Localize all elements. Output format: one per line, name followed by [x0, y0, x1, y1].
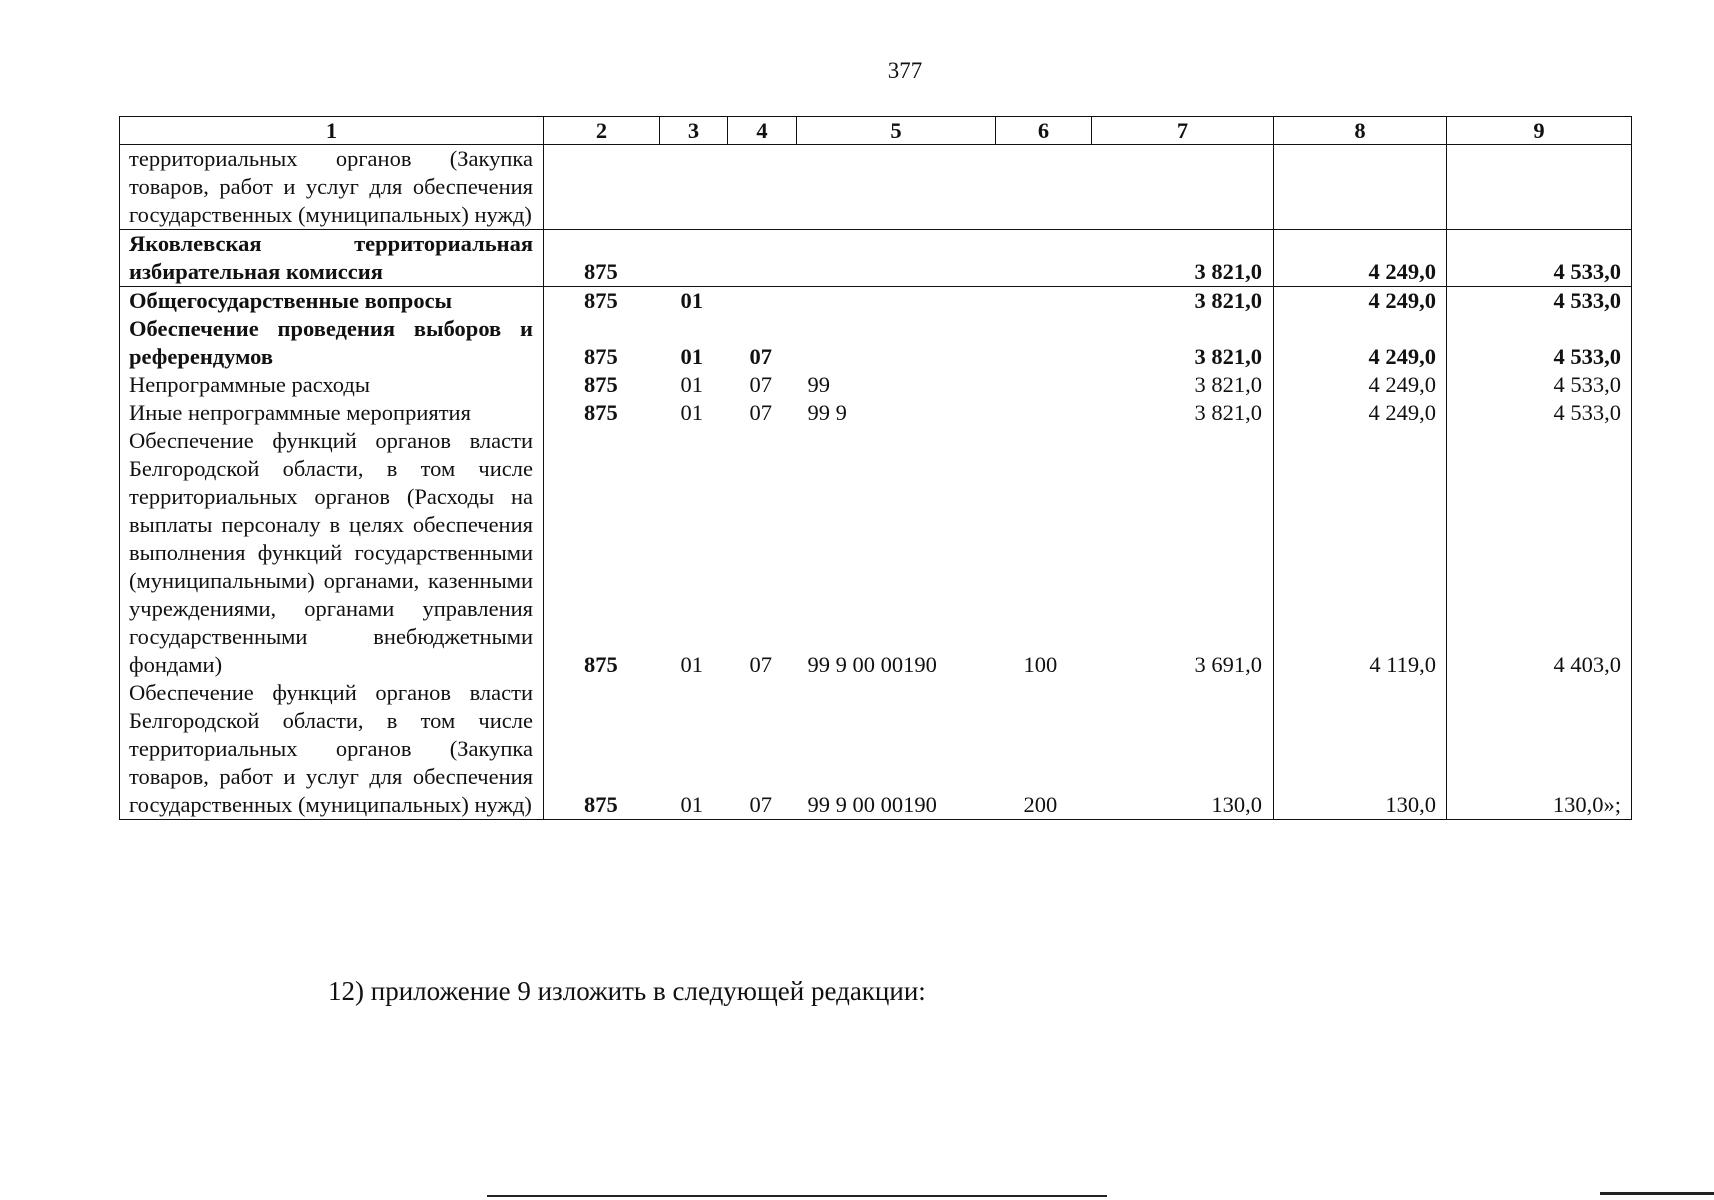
header-col-4: 4: [728, 117, 797, 145]
row-col-6: [996, 145, 1092, 230]
row-col-9: 4 533,0: [1447, 399, 1632, 427]
row-name: Яковлевская территориальная избирательная комиссия: [120, 230, 544, 287]
row-col-4: 07: [749, 400, 772, 425]
row-name: Обеспечение функций органов власти Белгородской области, в том числе территориальных органов (Закупка товаров, работ и услуг для обеспечения государственных (муниципальных) нужд): [120, 679, 544, 820]
row-col-5: [797, 230, 996, 287]
row-col-7: [1092, 145, 1274, 230]
row-col-2: 875: [584, 400, 618, 425]
header-col-2: 2: [544, 117, 660, 145]
row-col-5: [797, 145, 996, 230]
header-col-5: 5: [797, 117, 996, 145]
row-col-5: 99 9: [807, 400, 847, 425]
row-col-8: 4 249,0: [1274, 371, 1447, 399]
row-col-4: [728, 287, 797, 316]
row-col-2: [544, 145, 660, 230]
row-col-7: 3 821,0: [1092, 315, 1274, 371]
row-col-3: [660, 230, 728, 287]
row-col-4: 07: [728, 679, 797, 820]
row-col-5: 99 9 00 00190: [797, 679, 996, 820]
footer-rule: [487, 1195, 1107, 1197]
row-col-4: 07: [749, 372, 772, 397]
row-col-3: 01: [680, 652, 703, 677]
row-col-8: [1274, 145, 1447, 230]
budget-table: [119, 116, 1632, 820]
row-col-6: [996, 287, 1092, 316]
row-col-4: 07: [749, 652, 772, 677]
row-col-7: 3 821,0: [1092, 371, 1274, 399]
row-col-6: [996, 315, 1092, 371]
row-col-3: 01: [680, 372, 703, 397]
row-col-7: 3 821,0: [1092, 230, 1274, 287]
row-col-5: 99: [807, 372, 830, 397]
row-col-9: 4 533,0: [1447, 371, 1632, 399]
row-col-6: 100: [1023, 652, 1058, 677]
row-col-5: [797, 287, 996, 316]
row-name: Обеспечение функций органов власти Белгородской области, в том числе территориальных органов (Расходы на выплаты персоналу в целях обеспечения выполнения функций государственными (муниципальными) органами, казенными учреждениями, органами управления государственными внебюджетными фондами): [120, 427, 544, 679]
row-col-8: 4 249,0: [1274, 287, 1447, 316]
table-row: [120, 145, 1632, 230]
row-col-8: 4 119,0: [1274, 427, 1447, 679]
instruction-text: 12) приложение 9 изложить в следующей редакции:: [328, 976, 926, 1006]
table-row: [120, 399, 1632, 427]
row-col-7: 3 691,0: [1092, 427, 1274, 679]
row-col-2: 875: [584, 652, 618, 677]
header-col-3: 3: [660, 117, 728, 145]
row-col-8: 4 249,0: [1274, 315, 1447, 371]
row-col-6: [996, 399, 1092, 427]
row-col-7: 3 821,0: [1092, 287, 1274, 316]
row-col-4: 07: [749, 344, 772, 369]
row-col-8: 130,0: [1274, 679, 1447, 820]
header-col-7: 7: [1092, 117, 1274, 145]
row-name: Обеспечение проведения выборов и референдумов: [120, 315, 544, 371]
row-col-6: 200: [996, 679, 1092, 820]
row-col-2: 875: [544, 679, 660, 820]
row-col-5: 99 9 00 00190: [807, 652, 937, 677]
table-row: [120, 287, 1632, 316]
footer-rule-right: [1600, 1192, 1714, 1195]
table-row: [120, 315, 1632, 371]
table-header-row: [120, 117, 1632, 145]
row-name: Общегосударственные вопросы: [120, 287, 544, 316]
row-col-3: 01: [660, 679, 728, 820]
row-col-3: 01: [660, 287, 728, 316]
header-col-9: 9: [1447, 117, 1632, 145]
row-name: территориальных органов (Закупка товаров, работ и услуг для обеспечения государственных (муниципальных) нужд): [120, 145, 544, 230]
table-row: [120, 679, 1632, 820]
row-col-9: 4 533,0: [1447, 315, 1632, 371]
row-col-7: 130,0: [1092, 679, 1274, 820]
header-col-8: 8: [1274, 117, 1447, 145]
row-col-7: 3 821,0: [1092, 399, 1274, 427]
row-col-6: [996, 230, 1092, 287]
row-name: Иные непрограммные мероприятия: [120, 399, 544, 427]
table-row: [120, 230, 1632, 287]
row-col-8: 4 249,0: [1274, 230, 1447, 287]
row-col-2: 875: [544, 287, 660, 316]
table-row: [120, 427, 1632, 679]
page-number: 377: [887, 58, 923, 83]
row-col-9: 130,0»;: [1447, 679, 1632, 820]
row-col-2: 875: [584, 372, 618, 397]
row-col-5: [797, 315, 996, 371]
row-col-9: 4 403,0: [1447, 427, 1632, 679]
row-col-9: 4 533,0: [1447, 287, 1632, 316]
row-col-8: 4 249,0: [1274, 399, 1447, 427]
row-col-6: [996, 371, 1092, 399]
row-col-9: [1447, 145, 1632, 230]
row-col-4: [728, 230, 797, 287]
row-col-2: 875: [584, 344, 618, 369]
header-col-6: 6: [996, 117, 1092, 145]
table-row: [120, 371, 1632, 399]
header-col-1: 1: [120, 117, 544, 145]
row-name: Непрограммные расходы: [120, 371, 544, 399]
row-col-3: 01: [680, 400, 703, 425]
row-col-4: [728, 145, 797, 230]
row-col-2: 875: [544, 230, 660, 287]
row-col-3: [660, 145, 728, 230]
row-col-9: 4 533,0: [1447, 230, 1632, 287]
row-col-3: 01: [680, 344, 703, 369]
